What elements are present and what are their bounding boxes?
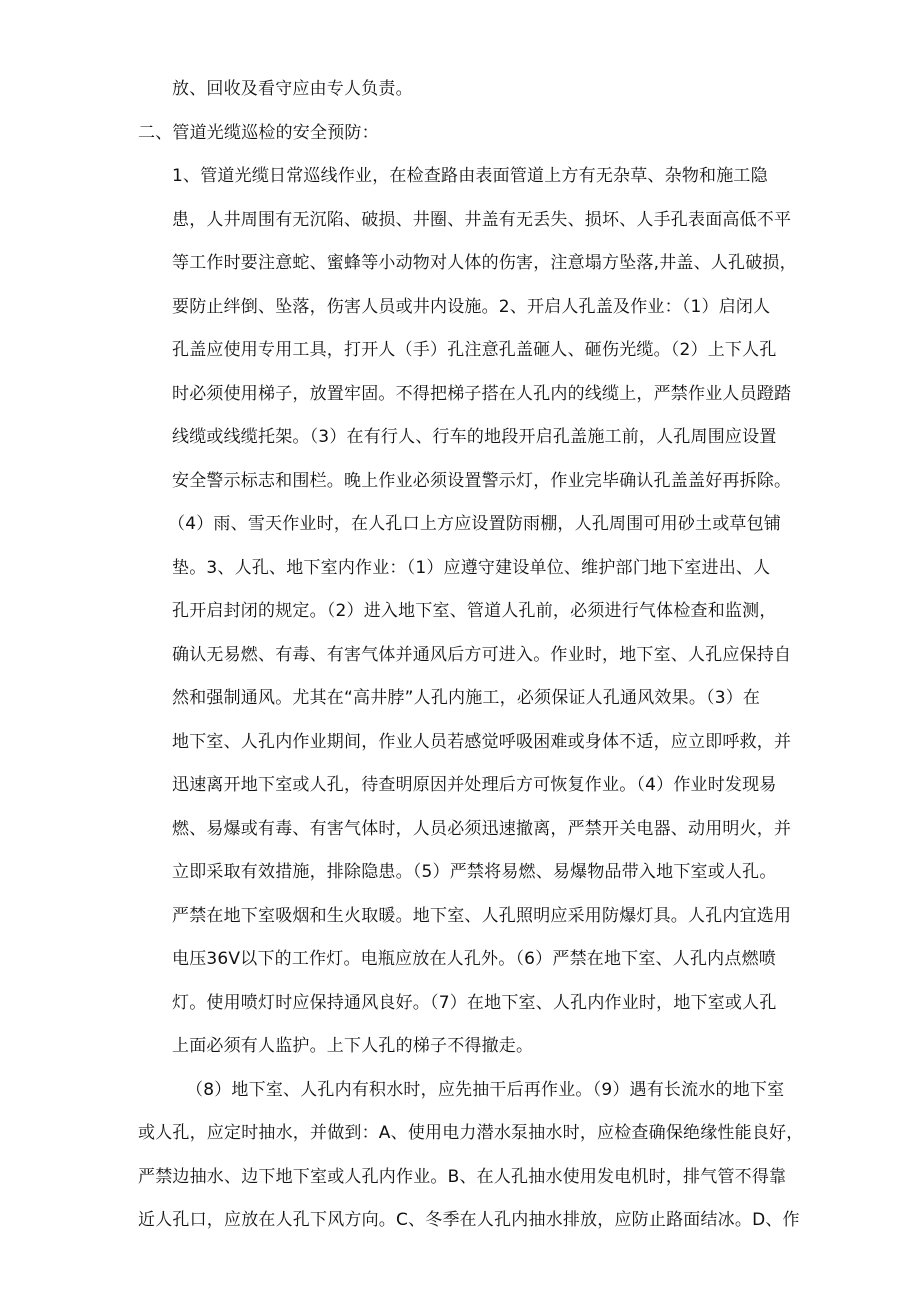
text-line: 近人孔口，应放在人孔下风方向。C、冬季在人孔内抽水排放，应防止路面结冰。D、作 <box>138 1210 800 1230</box>
text-line: 安全警示标志和围栏。晚上作业必须设置警示灯，作业完毕确认孔盖盖好再拆除。 <box>172 471 792 491</box>
text-line: 时必须使用梯子，放置牢固。不得把梯子搭在人孔内的线缆上，严禁作业人员蹬踏 <box>172 384 792 404</box>
text-line: 电压36V以下的工作灯。电瓶应放在人孔外。（6）严禁在地下室、人孔内点燃喷 <box>172 949 776 969</box>
text-line: 立即采取有效措施，排除隐患。（5）严禁将易燃、易爆物品带入地下室或人孔。 <box>172 862 777 882</box>
text-line: 患，人井周围有无沉陷、破损、井圈、井盖有无丢失、损坏、人手孔表面高低不平 <box>172 210 792 230</box>
text-line: 孔盖应使用专用工具，打开人（手）孔注意孔盖砸人、砸伤光缆。（2）上下人孔 <box>172 340 777 360</box>
text-line: 线缆或线缆托架。（3）在有行人、行车的地段开启孔盖施工前，人孔周围应设置 <box>172 427 777 447</box>
text-line: 确认无易燃、有毒、有害气体并通风后方可进入。作业时，地下室、人孔应保持自 <box>172 645 792 665</box>
text-line: 上面必须有人监护。上下人孔的梯子不得撤走。 <box>172 1036 534 1056</box>
text-line: （4）雨、雪天作业时，在人孔口上方应设置防雨棚，人孔周围可用砂土或草包铺 <box>168 514 782 534</box>
text-line: 1、管道光缆日常巡线作业，在检查路由表面管道上方有无杂草、杂物和施工隐 <box>172 166 768 186</box>
text-line: 放、回收及看守应由专人负责。 <box>172 79 413 99</box>
text-line: 要防止绊倒、坠落，伤害人员或井内设施。2、开启人孔盖及作业：（1）启闭人 <box>172 297 771 317</box>
text-line: 严禁在地下室吸烟和生火取暖。地下室、人孔照明应采用防爆灯具。人孔内宜选用 <box>172 906 792 926</box>
text-line: 灯。使用喷灯时应保持通风良好。（7）在地下室、人孔内作业时，地下室或人孔 <box>172 993 777 1013</box>
text-line: （8）地下室、人孔内有积水时，应先抽干后再作业。（9）遇有长流水的地下室 <box>186 1080 785 1100</box>
text-line: 或人孔，应定时抽水，并做到：A、使用电力潜水泵抽水时，应检查确保绝缘性能良好， <box>138 1123 804 1143</box>
section-heading: 二、管道光缆巡检的安全预防： <box>138 123 379 143</box>
text-line: 严禁边抽水、边下地下室或人孔内作业。B、在人孔抽水使用发电机时，排气管不得靠 <box>138 1167 787 1187</box>
text-line: 垫。3、人孔、地下室内作业：（1）应遵守建设单位、维护部门地下室进出、人 <box>172 558 771 578</box>
text-line: 然和强制通风。尤其在“高井脖”人孔内施工，必须保证人孔通风效果。（3）在 <box>172 688 761 708</box>
text-line: 迅速离开地下室或人孔，待查明原因并处理后方可恢复作业。（4）作业时发现易 <box>172 775 777 795</box>
text-line: 等工作时要注意蛇、蜜蜂等小动物对人体的伤害，注意塌方坠落,井盖、人孔破损， <box>172 253 797 273</box>
text-line: 孔开启封闭的规定。（2）进入地下室、管道人孔前，必须进行气体检查和监测， <box>172 601 777 621</box>
text-line: 地下室、人孔内作业期间，作业人员若感觉呼吸困难或身体不适，应立即呼救，并 <box>172 732 792 752</box>
text-line: 燃、易爆或有毒、有害气体时，人员必须迅速撤离，严禁开关电器、动用明火，并 <box>172 819 792 839</box>
